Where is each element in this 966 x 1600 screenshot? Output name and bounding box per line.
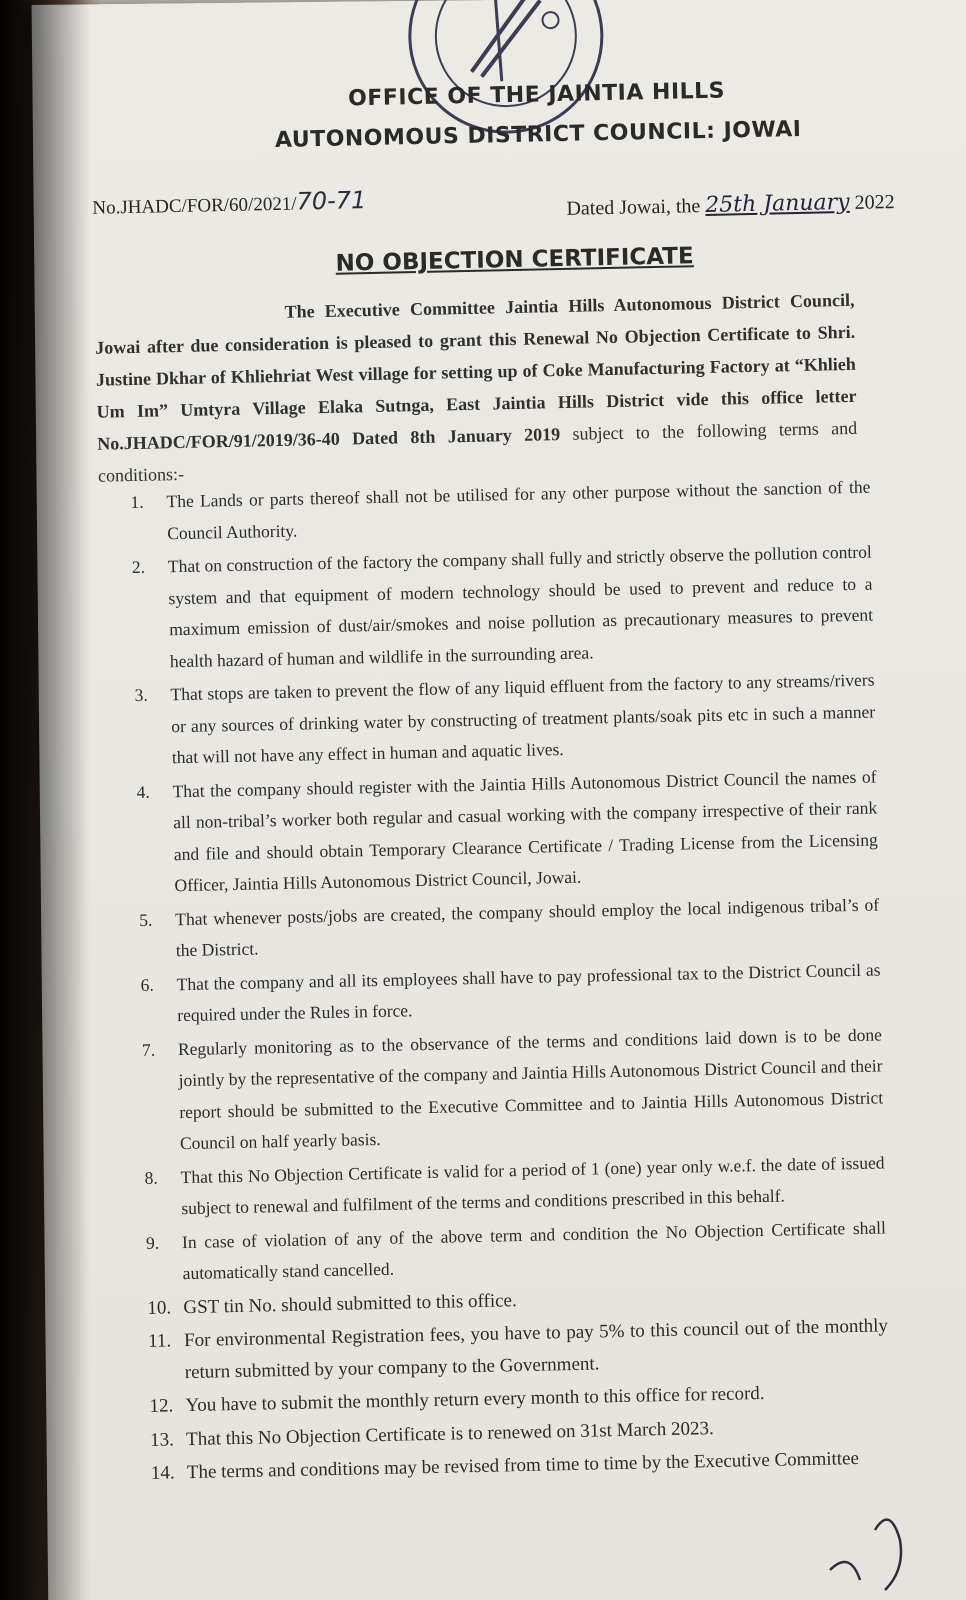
reference-number xyxy=(92,186,367,220)
term-text: That whenever posts/jobs are created, the company should employ the local indigenous tribal’s of the District. xyxy=(175,893,880,961)
document-content xyxy=(80,0,966,1600)
term-number: 9. xyxy=(145,1232,160,1253)
term-item xyxy=(142,1019,884,1160)
term-text: In case of violation of any of the above term and condition the No Objection Certificate shall automatically stand cancelled. xyxy=(181,1216,887,1284)
term-number: 5. xyxy=(139,909,153,930)
term-number: 7. xyxy=(141,1039,156,1060)
term-number: 1. xyxy=(130,491,144,513)
term-number: 14. xyxy=(150,1462,175,1484)
reference-number-handwritten: 70-71 xyxy=(296,186,367,216)
term-number: 4. xyxy=(136,781,150,802)
term-number: 8. xyxy=(144,1167,159,1188)
terms-list xyxy=(130,472,891,1492)
date-handwritten: 25th January xyxy=(705,189,850,218)
issue-date xyxy=(566,189,895,221)
term-text: The terms and conditions may be revised from time to time by the Executive Committee xyxy=(186,1448,860,1484)
office-header-line-2: AUTONOMOUS DISTRICT COUNCIL: JOWAI xyxy=(274,116,802,153)
term-text: That this No Objection Certificate is to renewed on 31st March 2023. xyxy=(185,1417,714,1450)
term-number: 6. xyxy=(140,974,154,995)
term-item xyxy=(136,761,878,902)
term-number: 10. xyxy=(147,1296,172,1319)
term-text: For environmental Registration fees, you have to pay 5% to this council out of the monthly return submitted by your company to the Government. xyxy=(183,1315,889,1383)
term-number: 2. xyxy=(131,556,146,578)
term-item xyxy=(134,665,876,775)
signature-mark xyxy=(820,1510,940,1600)
date-year: 2022 xyxy=(854,190,895,214)
term-text: Regularly monitoring as to the observance of the terms and conditions laid down is to be done jointly by the representative of the company and Jaintia Hills Autonomous District Council and their report should be submitted to the Executive Committee and to Jaintia Hills Autonomous District Council on half yearly basis. xyxy=(177,1023,884,1154)
certificate-title: NO OBJECTION CERTIFICATE xyxy=(335,243,694,277)
intro-paragraph xyxy=(94,284,858,492)
intro-opening: The Executive Committee Jaintia Hills Autonomous District Council, Jowai after due consideration is pleased to grant this Renewal No Objection Certificate to Shri. Justine Dkhar of Khliehriat West village for setting up of Coke Manufacturing Factory at “Khlieh Um Im” Umtyra Village Elaka Sutnga, East Jaintia Hills District vide this office letter No.JHADC/FOR/91/2019/36-40 Dated 8th January 2019 xyxy=(95,289,857,454)
term-text: That the company and all its employees shall have to pay professional tax to the District Council as required under the Rules in force. xyxy=(176,958,881,1026)
term-number: 12. xyxy=(149,1395,174,1417)
term-text: That the company should register with the Jaintia Hills Autonomous District Council the names of all non-tribal’s worker both regular and casual working with the company irrespective of their rank and file and should obtain Temporary Clearance Certificate / Trading License from the Licensing Officer, Jaintia Hills Autonomous District Council, Jowai. xyxy=(172,765,878,896)
term-item xyxy=(132,537,874,678)
date-prefix: Dated Jowai, the xyxy=(566,195,701,220)
term-number: 11. xyxy=(147,1330,172,1352)
term-number: 13. xyxy=(149,1428,175,1451)
office-header-line-1: OFFICE OF THE JAINTIA HILLS xyxy=(347,78,726,112)
term-text: That on construction of the factory the company shall fully and strictly observe the pollution control system and that equipment of modern technology should be used to prevent and reduce to a maximum emission of dust/air/smokes and noise pollution as precautionary measures to prevent health hazard of human and wildlife in the surrounding area. xyxy=(167,541,874,671)
term-text: GST tin No. should submitted to this office. xyxy=(183,1289,517,1318)
term-text: That stops are taken to prevent the flow of any liquid effluent from the factory to any streams/rivers or any sources of drinking water by constructing of treatment plants/soak pits etc in such a manner that will not have any effect in human and aquatic lives. xyxy=(170,669,876,768)
term-text: That this No Objection Certificate is valid for a period of 1 (one) year only w.e.f. the date of issued subject to renewal and fulfilment of the terms and conditions prescribed in this behalf. xyxy=(180,1151,885,1219)
intro-closing: subject to the following terms and conditions:- xyxy=(97,417,858,486)
term-number: 3. xyxy=(134,684,148,706)
reference-number-printed: No.JHADC/FOR/60/2021/ xyxy=(92,193,297,219)
term-text: The Lands or parts thereof shall not be utilised for any other purpose without the sanction of the Council Authority. xyxy=(166,476,871,543)
term-text: You have to submit the monthly return every month to this office for record. xyxy=(185,1382,765,1417)
